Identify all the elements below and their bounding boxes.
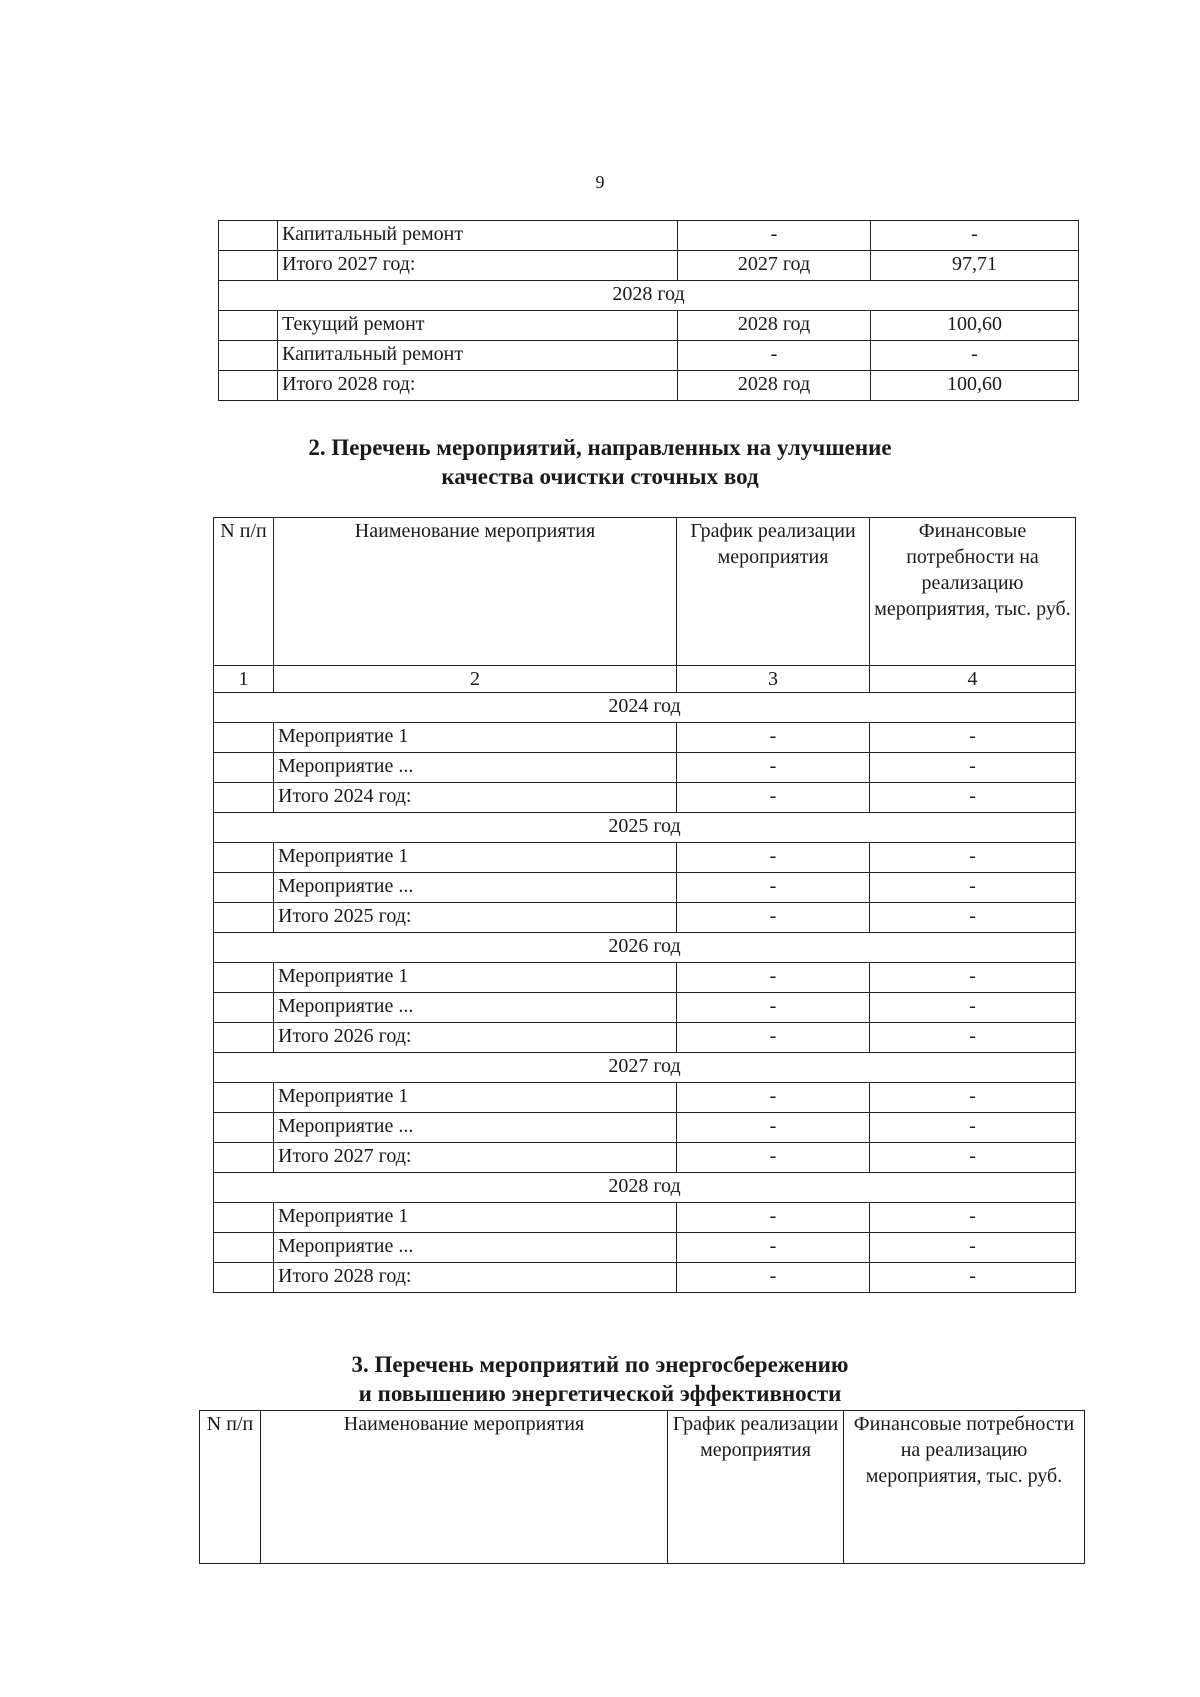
finance-value: 100,60 [871, 371, 1079, 401]
measure-name: Итого 2027 год: [274, 1143, 677, 1173]
row-num [214, 843, 274, 873]
row-num [214, 1203, 274, 1233]
measure-name: Итого 2024 год: [274, 783, 677, 813]
year-label: 2027 год [214, 1053, 1076, 1083]
measure-name: Итого 2028 год: [274, 1263, 677, 1293]
schedule-value: 2027 год [678, 251, 871, 281]
measure-name: Итого 2028 год: [278, 371, 678, 401]
finance-value: - [870, 1263, 1076, 1293]
header-name: Наименование мероприятия [274, 518, 677, 666]
row-num [214, 723, 274, 753]
table-row [214, 1113, 1076, 1143]
row-num [214, 903, 274, 933]
measure-name: Капитальный ремонт [278, 341, 678, 371]
row-num [219, 221, 278, 251]
table-row [214, 753, 1076, 783]
finance-value: - [870, 873, 1076, 903]
year-label: 2028 год [214, 1173, 1076, 1203]
year-row [219, 281, 1079, 311]
schedule-value: - [677, 1083, 870, 1113]
table-row [214, 1083, 1076, 1113]
row-num [214, 963, 274, 993]
year-label: 2028 год [219, 281, 1079, 311]
table-row [214, 1023, 1076, 1053]
year-row [214, 933, 1076, 963]
table-row [214, 903, 1076, 933]
section-2-title-line1: 2. Перечень мероприятий, направленных на улучшение [308, 435, 892, 460]
schedule-value: - [677, 723, 870, 753]
schedule-value: - [677, 753, 870, 783]
section-3-heading [0, 1350, 1200, 1408]
measure-name: Итого 2027 год: [278, 251, 678, 281]
table-row [219, 341, 1079, 371]
finance-value: - [871, 221, 1079, 251]
section-2-title-line2: качества очистки сточных вод [441, 464, 759, 489]
table-wastewater-measures [213, 517, 1076, 1293]
table-continuation [218, 220, 1079, 401]
header-finance: Финансовые потребности на реализацию мероприятия, тыс. руб. [844, 1411, 1085, 1564]
year-row [214, 693, 1076, 723]
col-number: 3 [677, 666, 870, 693]
header-schedule: График реализации мероприятия [668, 1411, 844, 1564]
col-number: 2 [274, 666, 677, 693]
table-row [219, 371, 1079, 401]
measure-name: Мероприятие ... [274, 993, 677, 1023]
schedule-value: - [677, 1233, 870, 1263]
measure-name: Текущий ремонт [278, 311, 678, 341]
finance-value: - [870, 1233, 1076, 1263]
schedule-value: - [677, 1203, 870, 1233]
row-num [219, 251, 278, 281]
measure-name: Итого 2025 год: [274, 903, 677, 933]
row-num [219, 371, 278, 401]
schedule-value: - [677, 1263, 870, 1293]
row-num [214, 1143, 274, 1173]
table-row [214, 873, 1076, 903]
table-row [219, 251, 1079, 281]
measure-name: Мероприятие ... [274, 1113, 677, 1143]
measure-name: Мероприятие 1 [274, 1203, 677, 1233]
measure-name: Мероприятие 1 [274, 963, 677, 993]
year-label: 2024 год [214, 693, 1076, 723]
finance-value: - [870, 843, 1076, 873]
header-name: Наименование мероприятия [261, 1411, 668, 1564]
section-3-title-line2: и повышению энергетической эффективности [358, 1381, 842, 1406]
row-num [214, 873, 274, 903]
year-label: 2025 год [214, 813, 1076, 843]
measure-name: Мероприятие ... [274, 1233, 677, 1263]
row-num [214, 1023, 274, 1053]
row-num [219, 341, 278, 371]
finance-value: 97,71 [871, 251, 1079, 281]
finance-value: - [870, 1083, 1076, 1113]
schedule-value: 2028 год [678, 311, 871, 341]
section-3-title-line1: 3. Перечень мероприятий по энергосбережению [351, 1352, 849, 1377]
header-num: N п/п [200, 1411, 261, 1564]
finance-value: - [870, 753, 1076, 783]
row-num [214, 1233, 274, 1263]
finance-value: - [870, 783, 1076, 813]
table-row [214, 1203, 1076, 1233]
row-num [219, 311, 278, 341]
table-row [214, 1143, 1076, 1173]
finance-value: - [870, 1203, 1076, 1233]
measure-name: Мероприятие ... [274, 873, 677, 903]
finance-value: - [870, 903, 1076, 933]
row-num [214, 1083, 274, 1113]
schedule-value: - [677, 843, 870, 873]
table-row [219, 311, 1079, 341]
schedule-value: - [677, 783, 870, 813]
section-2-heading [0, 433, 1200, 491]
finance-value: - [871, 341, 1079, 371]
table-row [219, 221, 1079, 251]
row-num [214, 1263, 274, 1293]
page-number: 9 [595, 172, 605, 192]
table-row [214, 843, 1076, 873]
year-label: 2026 год [214, 933, 1076, 963]
schedule-value: - [678, 221, 871, 251]
measure-name: Мероприятие 1 [274, 1083, 677, 1113]
col-number: 1 [214, 666, 274, 693]
finance-value: - [870, 1143, 1076, 1173]
schedule-value: 2028 год [678, 371, 871, 401]
year-row [214, 1053, 1076, 1083]
schedule-value: - [677, 963, 870, 993]
measure-name: Капитальный ремонт [278, 221, 678, 251]
finance-value: 100,60 [871, 311, 1079, 341]
schedule-value: - [677, 993, 870, 1023]
table-row [214, 783, 1076, 813]
table-row [214, 1263, 1076, 1293]
header-schedule: График реализации мероприятия [677, 518, 870, 666]
table-row [214, 963, 1076, 993]
schedule-value: - [677, 903, 870, 933]
header-finance: Финансовые потребности на реализацию мероприятия, тыс. руб. [870, 518, 1076, 666]
finance-value: - [870, 1113, 1076, 1143]
finance-value: - [870, 963, 1076, 993]
finance-value: - [870, 993, 1076, 1023]
finance-value: - [870, 1023, 1076, 1053]
row-num [214, 1113, 274, 1143]
year-row [214, 813, 1076, 843]
table-row [214, 1233, 1076, 1263]
schedule-value: - [677, 1143, 870, 1173]
table-row [214, 993, 1076, 1023]
measure-name: Мероприятие ... [274, 753, 677, 783]
measure-name: Итого 2026 год: [274, 1023, 677, 1053]
row-num [214, 753, 274, 783]
table-energy-saving [199, 1410, 1085, 1564]
year-row [214, 1173, 1076, 1203]
measure-name: Мероприятие 1 [274, 723, 677, 753]
table-row [214, 723, 1076, 753]
schedule-value: - [677, 1023, 870, 1053]
header-num: N п/п [214, 518, 274, 666]
row-num [214, 993, 274, 1023]
schedule-value: - [677, 1113, 870, 1143]
schedule-value: - [677, 873, 870, 903]
schedule-value: - [678, 341, 871, 371]
row-num [214, 783, 274, 813]
finance-value: - [870, 723, 1076, 753]
measure-name: Мероприятие 1 [274, 843, 677, 873]
col-number: 4 [870, 666, 1076, 693]
